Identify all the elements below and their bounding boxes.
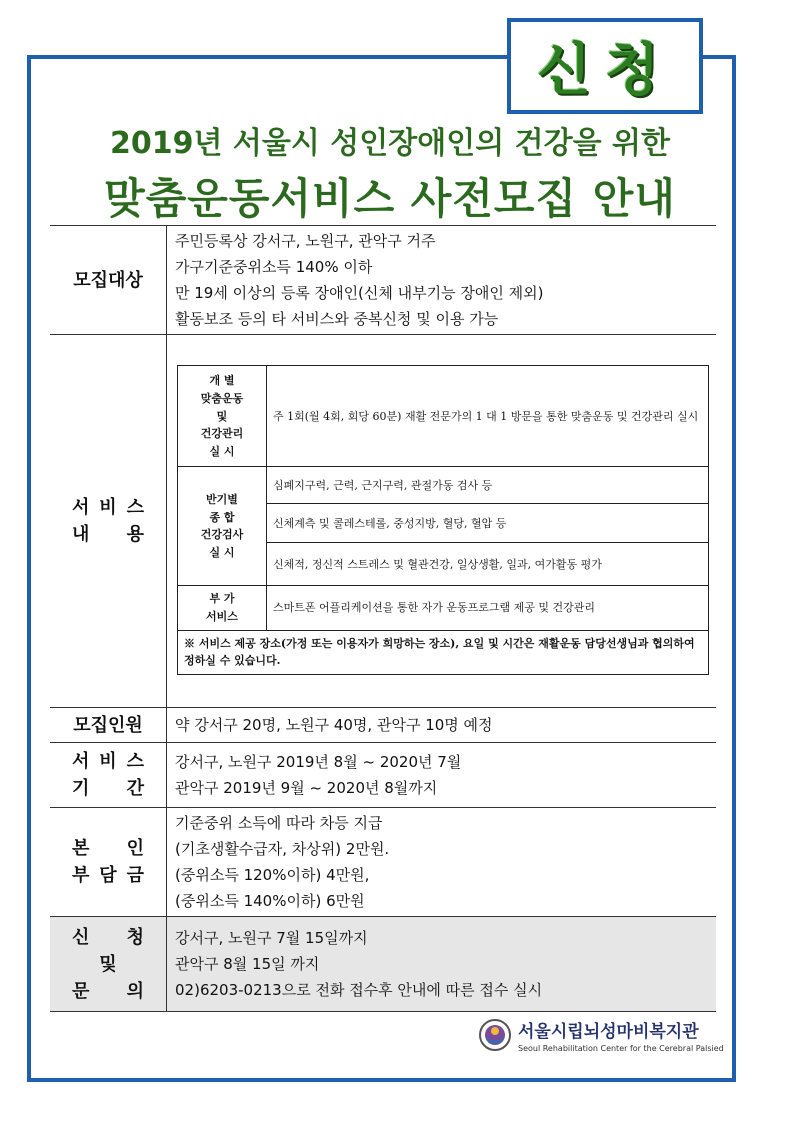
service-item-3-label — [178, 586, 267, 630]
apply-line: 02)6203-0213으로 전화 접수후 안내에 따른 접수 실시 — [175, 981, 543, 999]
service-item-3 — [178, 586, 709, 630]
label-line: 문 의 — [72, 980, 144, 1002]
label-part: 및 — [216, 409, 228, 423]
row-service-content — [50, 335, 716, 708]
service-item-2-text: 신체적, 정신적 스트레스 및 혈관건강, 일상생활, 일과, 여가활동 평가 — [267, 543, 709, 586]
service-item-3-text: 스마트폰 어플리케이션을 통한 자가 운동프로그램 제공 및 건강관리 — [267, 586, 709, 630]
row-recruit-target — [50, 226, 716, 335]
label-line: 신 청 — [72, 926, 144, 948]
value-recruit-count: 약 강서구 20명, 노원구 40명, 관악구 10명 예정 — [167, 708, 717, 743]
pay-line: (중위소득 140%이하) 6만원 — [175, 892, 365, 910]
apply-badge — [507, 18, 703, 114]
value-recruit-target — [167, 226, 717, 335]
label-line: 본 인 — [72, 838, 144, 859]
org-logo — [478, 1017, 724, 1053]
label-part: 실 시 — [209, 545, 235, 559]
label-recruit-target: 모집대상 — [50, 226, 167, 335]
label-apply — [50, 917, 167, 1012]
label-part: 건강관리 — [200, 427, 244, 441]
org-name: 서울시립뇌성마비복지관 — [518, 1022, 699, 1042]
label-part: 서비스 — [206, 609, 238, 623]
label-line: 및 — [99, 953, 117, 975]
label-part: 부 가 — [209, 592, 235, 606]
label-part: 건강검사 — [200, 528, 244, 542]
title-line-2: 맞춤운동서비스 사전모집 안내 — [104, 174, 676, 223]
title-line-1: 2019년 서울시 성인장애인의 건강을 위한 — [110, 126, 670, 161]
service-item-1-label — [178, 366, 267, 467]
value-apply — [167, 917, 717, 1012]
label-part: 반기별 — [206, 493, 238, 507]
period-line: 강서구, 노원구 2019년 8월 ~ 2020년 7월 — [175, 753, 462, 771]
label-service-content — [50, 335, 167, 708]
target-line: 주민등록상 강서구, 노원구, 관악구 거주 — [175, 232, 436, 250]
target-line: 활동보조 등의 타 서비스와 중복신청 및 이용 가능 — [175, 310, 499, 328]
label-part: 실 시 — [209, 444, 235, 458]
service-detail-table — [177, 365, 709, 674]
service-note-row — [178, 630, 709, 674]
target-line: 가구기준중위소득 140% 이하 — [175, 258, 373, 276]
info-table — [50, 225, 716, 1012]
label-part: 종 합 — [209, 510, 235, 524]
badge-text: 신청 — [536, 38, 674, 103]
value-self-pay — [167, 808, 717, 917]
service-item-1-text: 주 1회(월 4회, 회당 60분) 재활 전문가의 1 대 1 방문을 통한 맞춤운동 및 건강관리 실시 — [267, 366, 709, 467]
service-item-2-text: 신체계측 및 콜레스테롤, 중성지방, 혈당, 혈압 등 — [267, 504, 709, 543]
service-item-2-label — [178, 467, 267, 586]
label-line: 서 비 스 — [72, 497, 144, 518]
org-english-name: Seoul Rehabilitation Center for the Cerebral Palsied — [518, 1044, 724, 1053]
row-service-period — [50, 743, 716, 808]
service-item-1 — [178, 366, 709, 467]
label-line: 서 비 스 — [72, 751, 144, 772]
label-service-period — [50, 743, 167, 808]
label-line: 부 담 금 — [72, 865, 144, 886]
service-note: ※ 서비스 제공 장소(가정 또는 이용자가 희망하는 장소), 요일 및 시간은 재활운동 담당선생님과 협의하여 정하실 수 있습니다. — [178, 630, 709, 674]
label-recruit-count: 모집인원 — [50, 708, 167, 743]
value-service-content — [167, 335, 717, 708]
label-line: 기 간 — [72, 778, 144, 799]
pay-line: 기준중위 소득에 따라 차등 지급 — [175, 814, 383, 832]
apply-line: 강서구, 노원구 7월 15일까지 — [175, 929, 368, 947]
apply-line: 관악구 8월 15일 까지 — [175, 955, 320, 973]
pay-line: (기초생활수급자, 차상위) 2만원. — [175, 840, 390, 858]
label-part: 개 별 — [209, 374, 235, 388]
label-line: 내 용 — [72, 524, 144, 545]
target-line: 만 19세 이상의 등록 장애인(신체 내부기능 장애인 제외) — [175, 284, 544, 302]
label-part: 맞춤운동 — [200, 391, 244, 405]
value-service-period — [167, 743, 717, 808]
label-self-pay — [50, 808, 167, 917]
service-item-2-text: 심폐지구력, 근력, 근지구력, 관절가동 검사 등 — [267, 467, 709, 504]
period-line: 관악구 2019년 9월 ~ 2020년 8월까지 — [175, 779, 438, 797]
row-apply — [50, 917, 716, 1012]
service-item-2a — [178, 467, 709, 504]
row-self-pay — [50, 808, 716, 917]
row-recruit-count — [50, 708, 716, 743]
org-emblem-icon — [478, 1018, 512, 1052]
pay-line: (중위소득 120%이하) 4만원, — [175, 866, 370, 884]
